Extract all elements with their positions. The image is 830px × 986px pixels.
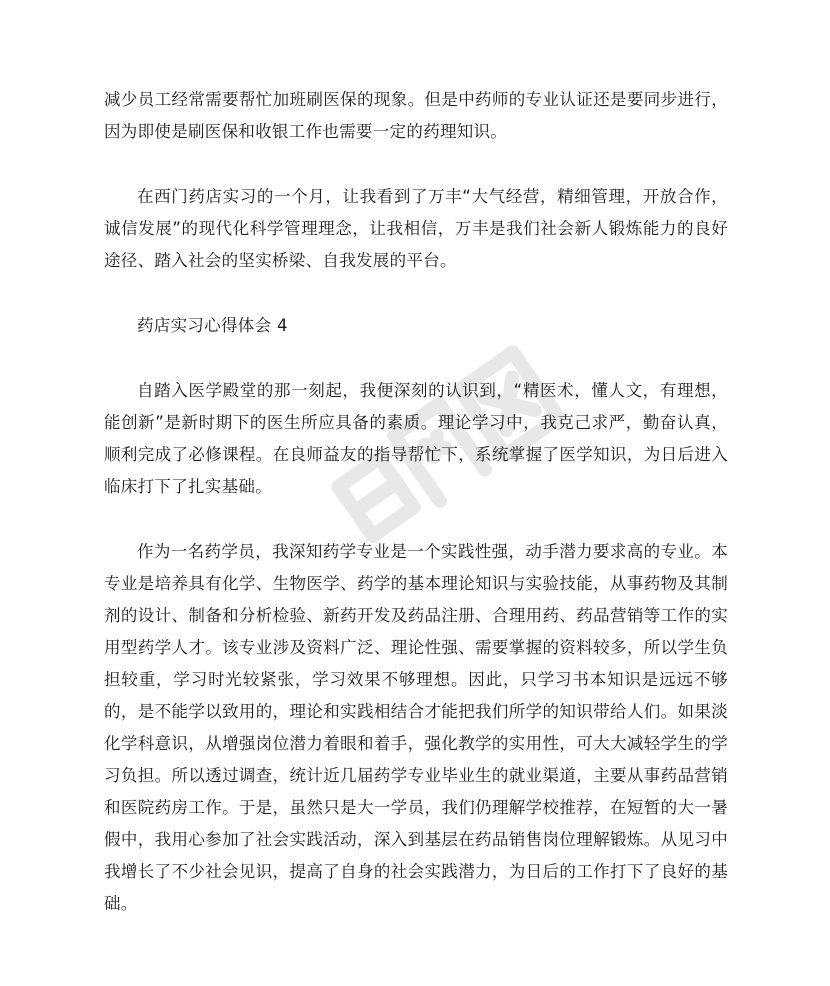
section-heading: 药店实习心得体会 4 (137, 316, 288, 335)
document-body (104, 84, 728, 953)
paragraph-4: 作为一名药学员，我深知药学专业是一个实践性强，动手潜力要求高的专业。本专业是培养具有化学、生物医学、药学的基本理论知识与实验技能，从事药物及其制剂的设计、制备和分析检验、新药开发及药品注册、合理用药、药品营销等工作的实用型药学人才。该专业涉及资料广泛、理论性强、需要掌握的资料较多，所以学生负担较重，学习时光较紧张，学习效果不够理想。因此，只学习书本知识是远远不够的，是不能学以致用的，理论和实践相结合才能把我们所学的知识带给人们。如果淡化学科意识，从增强岗位潜力着眼和着手，强化教学的实用性，可大大减轻学生的学习负担。所以透过调查，统计近几届药学专业毕业生的就业渠道，主要从事药品营销和医院药房工作。于是，虽然只是大一学员，我们仍理解学校推荐，在短暂的大一暑假中，我用心参加了社会实践活动，深入到基层在药品销售岗位理解锻炼。从见习中我增长了不少社会见识，提高了自身的社会实践潜力，为日后的工作打下了良好的基础。 (104, 542, 728, 913)
paragraph-3: 自踏入医学殿堂的那一刻起，我便深刻的认识到，“精医术，懂人文，有理想，能创新”是新时期下的医生所应具备的素质。理论学习中，我克己求严，勤奋认真，顺利完成了必修课程。在良师益友的指导帮忙下，系统掌握了医学知识，为日后进入临床打下了扎实基础。 (104, 381, 728, 496)
paragraph-1: 减少员工经常需要帮忙加班刷医保的现象。但是中药师的专业认证还是要同步进行，因为即使是刷医保和收银工作也需要一定的药理知识。 (104, 90, 728, 141)
paragraph-2: 在西门药店实习的一个月，让我看到了万丰“大气经营，精细管理，开放合作，诚信发展”的现代化科学管理理念，让我相信，万丰是我们社会新人锻炼能力的良好途径、踏入社会的坚实桥梁、自我发展的平台。 (104, 187, 728, 270)
